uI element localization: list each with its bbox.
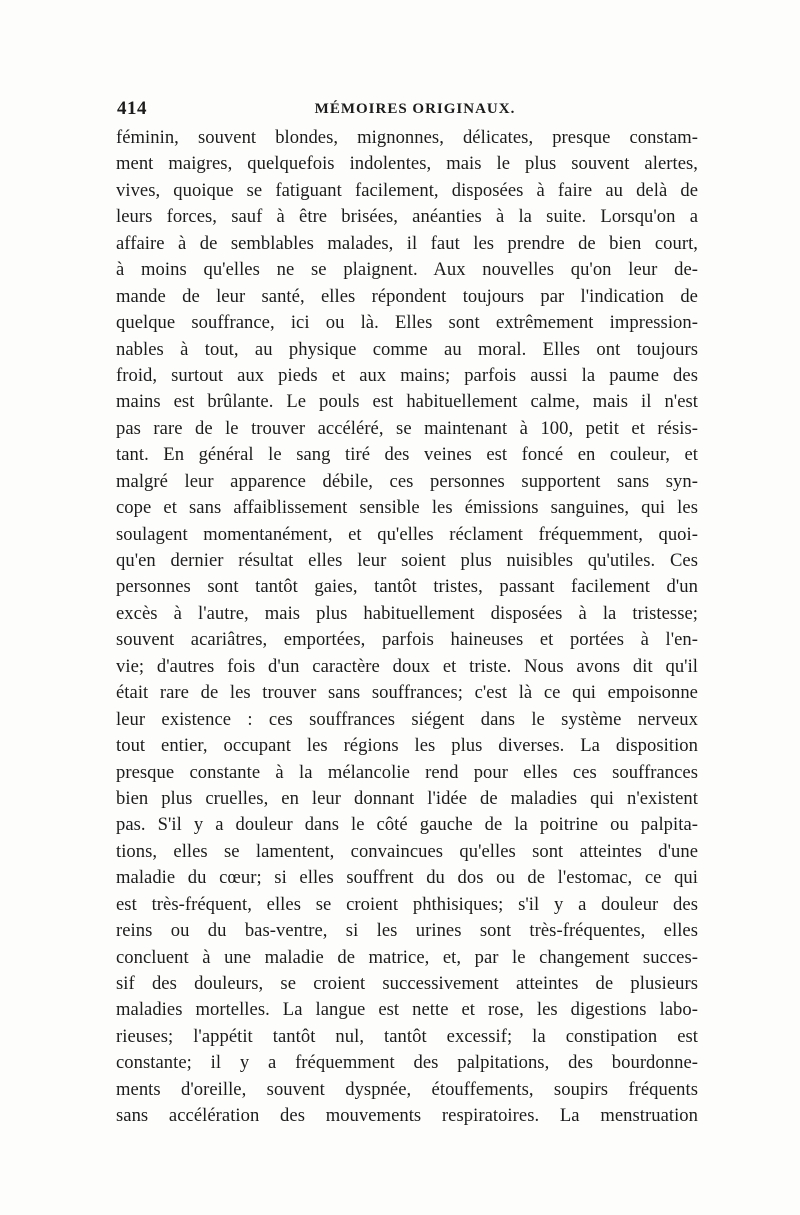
- text-line: ments d'oreille, souvent dyspnée, étouffements, soupirs fréquents: [116, 1078, 698, 1100]
- text-line: constante; il y a fréquemment des palpitations, des bourdonne-: [116, 1052, 698, 1074]
- text-line: mande de leur santé, elles répondent toujours par l'indication de: [116, 285, 698, 307]
- text-line: vives, quoique se fatiguant facilement, disposées à faire au delà de: [116, 179, 698, 201]
- text-line: bien plus cruelles, en leur donnant l'idée de maladies qui n'existent: [116, 787, 698, 809]
- text-line: affaire à de semblables malades, il faut les prendre de bien court,: [116, 232, 698, 254]
- text-line: soulagent momentanément, et qu'elles réclament fréquemment, quoi-: [116, 523, 698, 545]
- text-line: tant. En général le sang tiré des veines est foncé en couleur, et: [116, 444, 698, 466]
- text-line: presque constante à la mélancolie rend pour elles ces souffrances: [116, 761, 698, 783]
- text-line: ment maigres, quelquefois indolentes, mais le plus souvent alertes,: [116, 153, 698, 175]
- text-line: sif des douleurs, se croient successivement atteintes de plusieurs: [116, 973, 698, 994]
- text-line: mains est brûlante. Le pouls est habituellement calme, mais il n'est: [116, 391, 698, 413]
- text-line: tions, elles se lamentent, convaincues qu'elles sont atteintes d'une: [116, 840, 698, 862]
- text-line: à moins qu'elles ne se plaignent. Aux nouvelles qu'on leur de-: [116, 259, 698, 281]
- text-line: leur existence : ces souffrances siégent dans le système nerveux: [116, 708, 698, 730]
- text-line: rieuses; l'appétit tantôt nul, tantôt excessif; la constipation est: [116, 1025, 698, 1047]
- text-line: froid, surtout aux pieds et aux mains; parfois aussi la paume des: [116, 364, 698, 386]
- text-line: maladie du cœur; si elles souffrent du dos ou de l'estomac, ce qui: [116, 867, 698, 889]
- text-line: personnes sont tantôt gaies, tantôt tristes, passant facilement d'un: [116, 576, 698, 598]
- text-line: tout entier, occupant les régions les plus diverses. La disposition: [116, 735, 698, 757]
- text-line: pas rare de le trouver accéléré, se maintenant à 100, petit et résis-: [116, 417, 698, 439]
- text-line: cope et sans affaiblissement sensible les émissions sanguines, qui les: [116, 497, 698, 519]
- text-line: quelque souffrance, ici ou là. Elles sont extrêmement impression-: [116, 312, 698, 334]
- text-line: excès à l'autre, mais plus habituellement disposées à la tristesse;: [116, 602, 698, 624]
- text-line: reins ou du bas-ventre, si les urines sont très-fréquentes, elles: [116, 920, 698, 942]
- text-line: leurs forces, sauf à être brisées, anéanties à la suite. Lorsqu'on a: [116, 206, 698, 228]
- text-line: sans accélération des mouvements respiratoires. La menstruation: [116, 1105, 698, 1127]
- text-line: pas. S'il y a douleur dans le côté gauche de la poitrine ou palpita-: [116, 814, 698, 836]
- text-line: était rare de les trouver sans souffrances; c'est là ce qui empoisonne: [116, 682, 698, 704]
- text-line: souvent acariâtres, emportées, parfois haineuses et portées à l'en-: [116, 629, 698, 651]
- running-title: MÉMOIRES ORIGINAUX.: [314, 101, 516, 117]
- text-line: concluent à une maladie de matrice, et, par le changement succes-: [116, 946, 698, 968]
- body-text: [116, 125, 698, 1130]
- text-line: malgré leur apparence débile, ces personnes supportent sans syn-: [116, 470, 698, 492]
- text-line: qu'en dernier résultat elles leur soient plus nuisibles qu'utiles. Ces: [116, 550, 698, 571]
- text-line: est très-fréquent, elles se croient phthisiques; s'il y a douleur des: [116, 893, 698, 915]
- text-line: maladies mortelles. La langue est nette et rose, les digestions labo-: [116, 999, 698, 1021]
- text-line: féminin, souvent blondes, mignonnes, délicates, presque constam-: [116, 127, 698, 148]
- text-line: nables à tout, au physique comme au moral. Elles ont toujours: [116, 338, 698, 360]
- text-line: vie; d'autres fois d'un caractère doux et triste. Nous avons dit qu'il: [116, 655, 698, 677]
- page-number: 414: [117, 98, 147, 119]
- running-head: [115, 98, 695, 124]
